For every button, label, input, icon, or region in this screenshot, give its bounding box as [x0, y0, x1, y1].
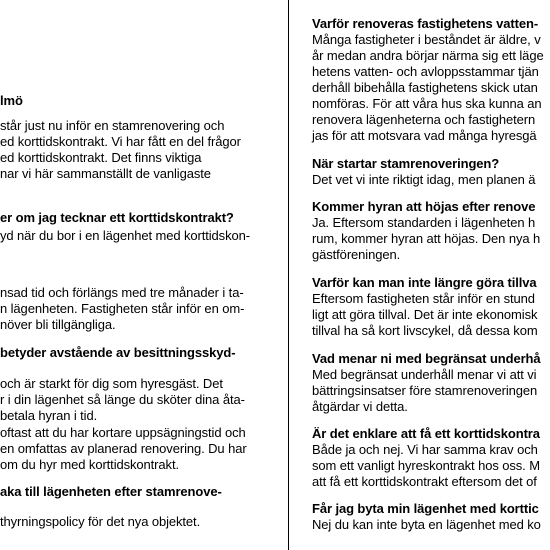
answer-line: betala hyran i tid. — [0, 408, 98, 423]
answer-line: om du hyr med korttidskontrakt. — [0, 457, 179, 472]
answer-line: gästföreningen. — [312, 247, 401, 262]
answer-line: nsad tid och förlängs med tre månader i ta- — [0, 285, 244, 300]
answer-line: ligt att göra tillval. Det är inte ekonomisk — [312, 307, 538, 322]
answer-line: Det vet vi inte riktigt idag, men planen ä — [312, 172, 536, 187]
question-heading: aka till lägenheten efter stamrenove- — [0, 484, 222, 499]
answer-line: oftast att du har kortare uppsägningstid och — [0, 425, 246, 440]
answer-line: Både ja och nej. Vi har samma krav och — [312, 442, 538, 457]
answer-line: növer bli tillgängliga. — [0, 317, 116, 332]
question-heading: er om jag tecknar ett korttidskontrakt? — [0, 210, 234, 225]
answer-line: Eftersom fastigheten står inför en stund — [312, 291, 535, 306]
answer-line: Ja. Eftersom standarden i lägenheten h — [312, 215, 536, 230]
answer-line: bättringsinsatser före stamrenoveringen — [312, 383, 538, 398]
answer-line: och är starkt för dig som hyresgäst. Det — [0, 376, 223, 391]
answer-line: jas för att motsvara vad många hyresgä — [312, 128, 537, 143]
answer-line: år medan andra börjar närma sig ett läge — [312, 48, 544, 63]
answer-line: åtgärdar vi detta. — [312, 399, 408, 414]
intro-line: ed korttidskontrakt. Det finns viktiga — [0, 150, 202, 165]
answer-line: tillval ha så kort livscykel, då dessa kom — [312, 323, 538, 338]
question-heading: Kommer hyran att höjas efter renove — [312, 199, 536, 214]
answer-line: rum, kommer hyran att höjas. Den nya h — [312, 231, 541, 246]
right-column — [289, 0, 550, 550]
question-heading: Får jag byta min lägenhet med korttic — [312, 501, 539, 516]
answer-line: Många fastigheter i beståndet är äldre, v — [312, 32, 541, 47]
question-heading: Varför renoveras fastighetens vatten- — [312, 16, 539, 31]
answer-line: som ett vanligt hyreskontrakt hos oss. M — [312, 458, 540, 473]
intro-line: nar vi här sammanställt de vanligaste — [0, 166, 211, 181]
answer-line: en omfattas av planerad renovering. Du har — [0, 441, 247, 456]
answer-line: yd när du bor i en lägenhet med korttidskon- — [0, 228, 250, 243]
question-heading: När startar stamrenoveringen? — [312, 156, 500, 171]
question-heading: Vad menar ni med begränsat underhå — [312, 351, 541, 366]
question-heading: betyder avstående av besittningsskyd- — [0, 345, 236, 360]
answer-line: att få ett korttidskontrakt eftersom det of — [312, 474, 537, 489]
question-heading: Är det enklare att få ett korttidskontra — [312, 426, 540, 441]
intro-line: står just nu inför en stamrenovering och — [0, 118, 225, 133]
question-heading: Varför kan man inte längre göra tillva — [312, 275, 537, 290]
answer-line: hetens vatten- och avloppsstammar tjän — [312, 64, 539, 79]
answer-line: derhåll bibehålla fastighetens skick utan — [312, 80, 538, 95]
answer-line: nomföras. För att våra hus ska kunna an — [312, 96, 542, 111]
answer-line: Nej du kan inte byta en lägenhet med ko — [312, 517, 541, 532]
answer-line: renovera lägenheterna och fastighetern — [312, 112, 536, 127]
answer-line: thyrningspolicy för det nya objektet. — [0, 514, 201, 529]
answer-line: Med begränsat underhåll menar vi att vi — [312, 367, 537, 382]
answer-line: r i din lägenhet så länge du sköter dina åta- — [0, 392, 245, 407]
answer-line: n lägenheten. Fastigheten står inför en om- — [0, 301, 245, 316]
intro-line: ed korttidskontrakt. Vi har fått en del frågor — [0, 134, 241, 149]
heading-malmo: lmö — [0, 93, 23, 108]
